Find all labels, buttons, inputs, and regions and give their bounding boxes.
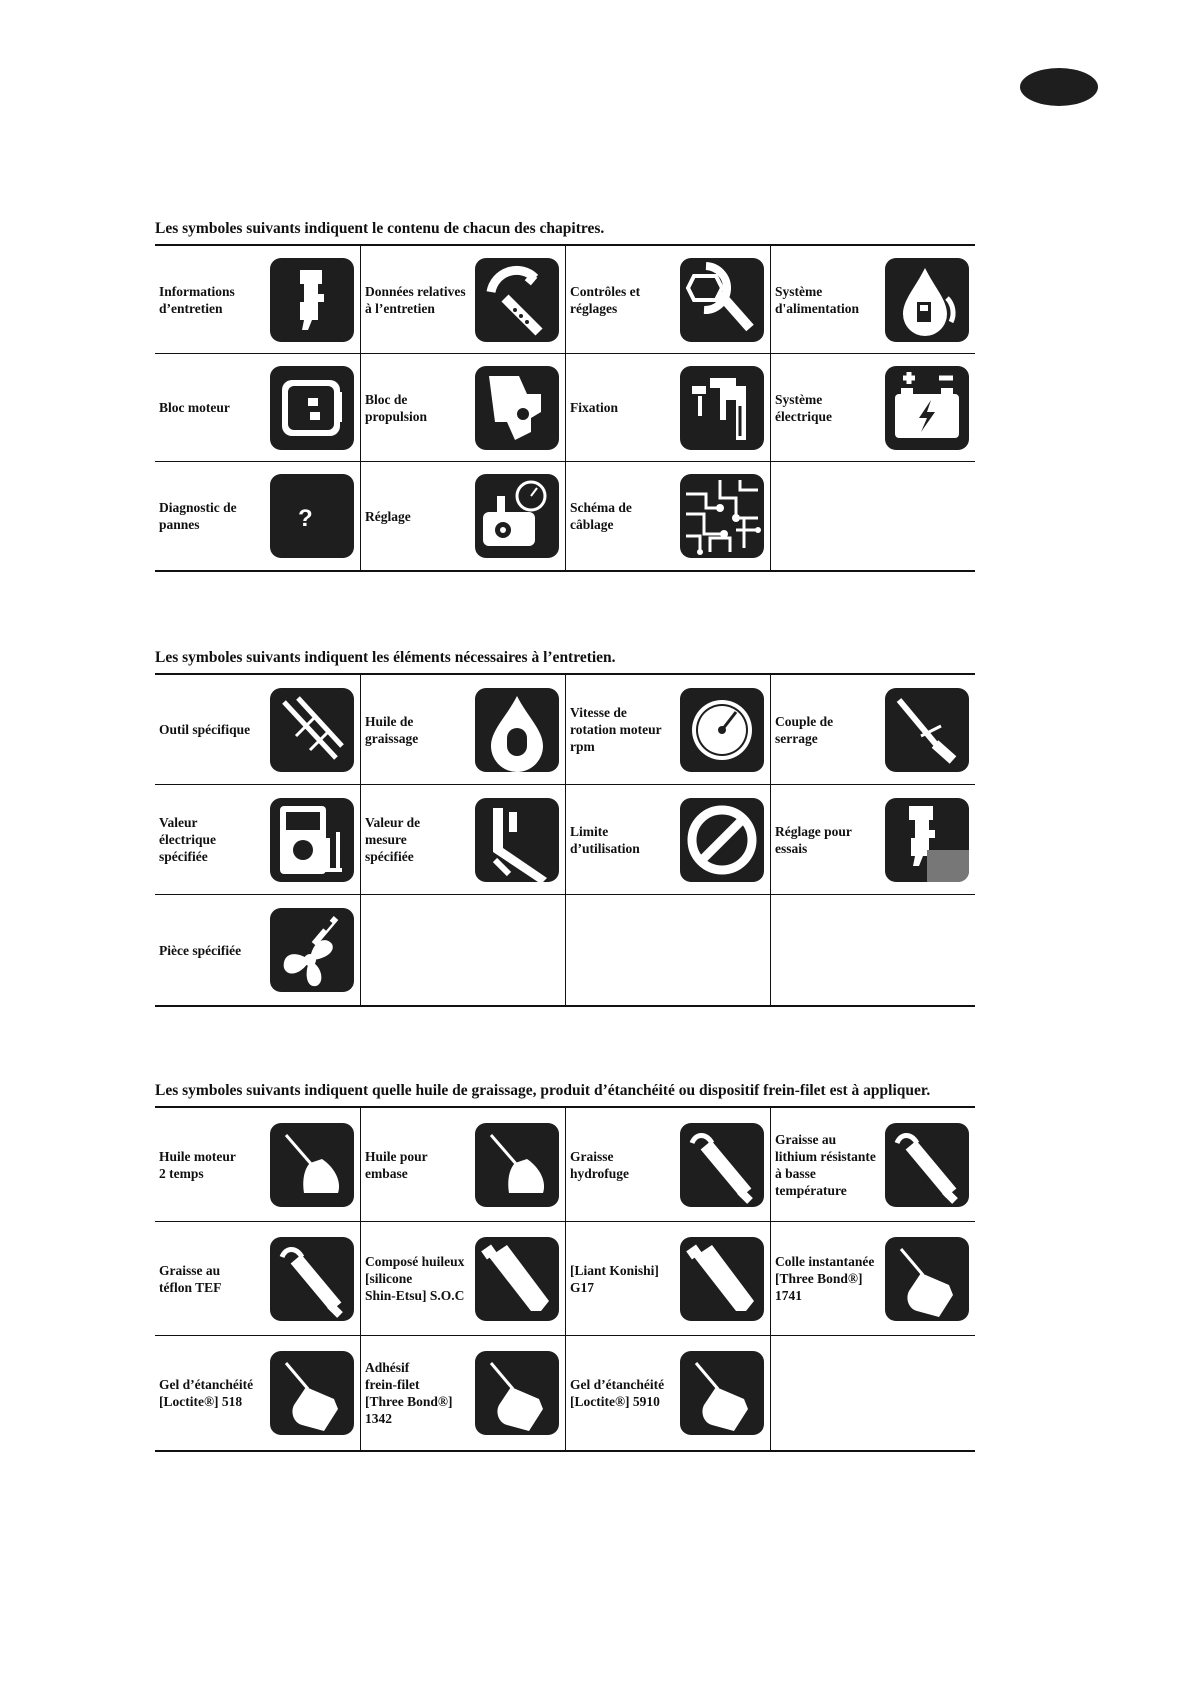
symbol-label: Contrôles et réglages <box>570 283 641 316</box>
symbol-cell <box>360 1336 565 1450</box>
symbol-label: Colle instantanée [Three Bond®] 1741 <box>775 1254 875 1303</box>
bottle-icon <box>270 1351 354 1435</box>
symbol-cell <box>360 354 565 462</box>
symbol-label: Graisse au téflon TEF <box>159 1262 222 1295</box>
symbol-cell <box>155 895 360 1005</box>
symbol-cell <box>565 354 770 462</box>
empty-cell <box>770 462 975 570</box>
oil-drop-icon <box>475 688 559 772</box>
symbol-label: Graisse au lithium résistante à basse température <box>775 1131 876 1198</box>
symbol-label: Gel d’étanchéité [Loctite®] 5910 <box>570 1377 665 1409</box>
symbol-grid <box>155 673 975 1007</box>
tube-icon <box>680 1237 764 1321</box>
section-lubricant-symbols <box>155 1082 975 1452</box>
section-title: Les symboles suivants indiquent quelle huile de graissage, produit d’étanchéité ou dispositif frein-filet est à appliquer. <box>155 1082 931 1099</box>
symbol-cell <box>770 785 975 895</box>
symbol-label: Composé huileux [silicone Shin-Etsu] S.O.C <box>365 1254 465 1303</box>
symbol-label: Bloc moteur <box>159 400 230 415</box>
empty-cell <box>770 1336 975 1450</box>
symbol-label: Pièce spécifiée <box>159 942 242 958</box>
symbol-label: Schéma de câblage <box>570 500 632 532</box>
circuit-icon <box>680 474 764 558</box>
section-chapter-symbols <box>155 220 975 572</box>
symbol-cell <box>770 354 975 462</box>
symbol-cell <box>565 1222 770 1336</box>
symbol-label: Huile pour embase <box>365 1148 428 1181</box>
symbol-cell <box>565 675 770 785</box>
symbol-label: Valeur électrique spécifiée <box>159 815 216 864</box>
oil-can-icon <box>270 1123 354 1207</box>
symbol-grid <box>155 244 975 572</box>
symbol-label: Réglage pour essais <box>775 823 852 856</box>
torque-wrench-icon <box>885 688 969 772</box>
special-tool-icon <box>270 688 354 772</box>
symbol-cell <box>155 785 360 895</box>
symbol-cell <box>770 1222 975 1336</box>
wrench-icon <box>680 258 764 342</box>
bottle-icon <box>680 1351 764 1435</box>
symbol-cell <box>360 785 565 895</box>
symbol-label: Système électrique <box>775 391 832 424</box>
grease-gun-icon <box>680 1123 764 1207</box>
symbol-cell <box>155 1108 360 1222</box>
empty-cell <box>360 895 565 1005</box>
symbol-cell <box>360 1108 565 1222</box>
caliper-icon <box>475 798 559 882</box>
fuel-drop-icon <box>885 258 969 342</box>
symbol-cell <box>565 1336 770 1450</box>
outboard-motor-icon <box>270 258 354 342</box>
symbol-cell <box>565 462 770 570</box>
symbol-label: Bloc de propulsion <box>365 391 428 424</box>
multimeter-icon <box>270 798 354 882</box>
bracket-icon <box>680 366 764 450</box>
svg-text:?: ? <box>298 505 313 532</box>
symbol-grid <box>155 1106 975 1452</box>
symbol-label: Outil spécifique <box>159 722 251 737</box>
symbol-label: Adhésif frein-filet [Three Bond®] 1342 <box>365 1360 453 1426</box>
prohibited-icon <box>680 798 764 882</box>
symbol-label: Limite d’utilisation <box>570 823 640 856</box>
symbol-cell <box>565 246 770 354</box>
symbol-cell <box>155 1336 360 1450</box>
symbol-cell <box>155 246 360 354</box>
symbol-cell <box>360 1222 565 1336</box>
lower-unit-icon <box>475 366 559 450</box>
tachometer-icon <box>680 688 764 772</box>
symbol-cell <box>155 1222 360 1336</box>
bottle-icon <box>475 1351 559 1435</box>
engine-block-icon <box>270 366 354 450</box>
symbol-cell <box>360 462 565 570</box>
symbol-cell <box>360 675 565 785</box>
empty-cell <box>770 895 975 1005</box>
empty-cell <box>565 895 770 1005</box>
symbol-cell <box>770 246 975 354</box>
symbol-label: Couple de serrage <box>775 713 834 746</box>
section-maintenance-symbols <box>155 649 975 1007</box>
propeller-icon <box>270 908 354 992</box>
symbol-label: Graisse hydrofuge <box>570 1148 630 1181</box>
symbol-cell <box>155 462 360 570</box>
section-title: Les symboles suivants indiquent le contenu de chacun des chapitres. <box>155 220 605 237</box>
grease-gun-icon <box>270 1237 354 1321</box>
grease-gun-icon <box>885 1123 969 1207</box>
battery-icon <box>885 366 969 450</box>
symbol-label: [Liant Konishi] G17 <box>570 1262 659 1295</box>
question-icon <box>270 474 354 558</box>
symbol-label: Système d'alimentation <box>775 283 860 316</box>
symbol-label: Fixation <box>570 400 619 415</box>
symbol-cell <box>770 675 975 785</box>
symbol-cell <box>565 785 770 895</box>
test-motor-icon <box>885 798 969 882</box>
symbol-cell <box>155 354 360 462</box>
gauge-carburetor-icon <box>475 474 559 558</box>
symbol-label: Vitesse de rotation moteur rpm <box>570 705 662 754</box>
symbol-cell <box>155 675 360 785</box>
symbol-label: Valeur de mesure spécifiée <box>365 815 421 864</box>
symbol-cell <box>770 1108 975 1222</box>
section-title: Les symboles suivants indiquent les éléments nécessaires à l’entretien. <box>155 649 616 666</box>
symbol-label: Diagnostic de pannes <box>159 500 237 532</box>
micrometer-icon <box>475 258 559 342</box>
tube-icon <box>475 1237 559 1321</box>
symbol-label: Réglage <box>365 508 411 524</box>
symbol-cell <box>565 1108 770 1222</box>
symbol-label: Huile moteur 2 temps <box>159 1148 236 1181</box>
symbol-label: Données relatives à l’entretien <box>365 283 466 316</box>
symbol-label: Gel d’étanchéité [Loctite®] 518 <box>159 1377 254 1409</box>
symbol-label: Informations d’entretien <box>159 283 235 316</box>
symbol-cell <box>360 246 565 354</box>
bottle-icon <box>885 1237 969 1321</box>
oil-can-icon <box>475 1123 559 1207</box>
symbol-label: Huile de graissage <box>365 713 419 746</box>
chapter-tab-marker <box>1020 68 1098 106</box>
